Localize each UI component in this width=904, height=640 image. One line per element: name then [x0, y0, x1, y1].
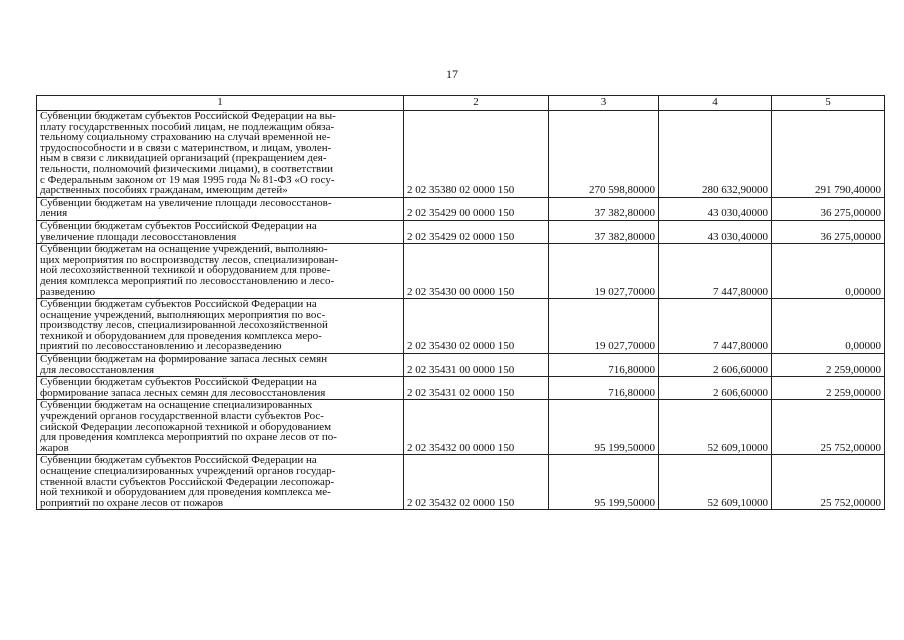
revenue-name-line: ной лесохозяйственной техникой и оборудованием для прове-	[40, 264, 331, 277]
revenue-name-line: дарственных пособиях гражданам, имеющим детей»	[40, 184, 288, 197]
revenue-name-line: Субвенции бюджетам на оснащение специализированных	[40, 399, 313, 412]
revenue-name-line: сийской Федерации лесопожарной техникой и оборудованием	[40, 420, 332, 433]
revenue-name-cell	[37, 354, 404, 377]
revenue-name-line: жаров	[40, 441, 69, 454]
budget-code-cell: 2 02 35431 00 0000 150	[404, 354, 549, 377]
revenue-name-line: Субвенции бюджетам субъектов Российской Федерации на вы-	[40, 110, 336, 122]
revenue-name-line: Субвенции бюджетам на оснащение учреждений, выполняю-	[40, 243, 328, 256]
revenue-name-line: производству лесов, специализированной лесохозяйственной	[40, 319, 328, 332]
revenue-name-line: Субвенции бюджетам на увеличение площади лесовосстанов-	[40, 196, 332, 209]
amount-col5-cell: 25 752,00000	[772, 455, 885, 510]
amount-col5-cell: 25 752,00000	[772, 400, 885, 455]
table-row	[37, 197, 885, 220]
amount-col4-cell: 7 447,80000	[659, 244, 772, 299]
revenue-name-line: техникой и оборудованием для проведения комплекса меро-	[40, 329, 322, 342]
revenue-name-line: разведению	[40, 285, 96, 298]
revenue-name-line: роприятий по охране лесов от пожаров	[40, 496, 224, 509]
revenue-name-line: с Федеральным законом от 19 мая 1995 года № 81-ФЗ «О госу-	[40, 173, 335, 186]
amount-col5-cell: 0,00000	[772, 244, 885, 299]
revenue-name-line: тельности, полномочий физическими лицами), в соответствии	[40, 162, 333, 175]
revenue-name-line: формирование запаса лесных семян для лесовосстановления	[40, 386, 326, 399]
column-header-4: 4	[659, 96, 772, 111]
revenue-name-cell	[37, 299, 404, 354]
table-row	[37, 400, 885, 455]
revenue-name-line: ления	[40, 207, 68, 220]
revenue-name-line: для лесовосстановления	[40, 363, 155, 376]
column-header-3: 3	[549, 96, 659, 111]
revenue-name-cell	[37, 220, 404, 243]
revenue-name-line: плату государственных пособий лицам, не подлежащим обяза-	[40, 120, 335, 133]
amount-col5-cell: 291 790,40000	[772, 111, 885, 198]
table-row	[37, 377, 885, 400]
revenue-name-line: учреждений органов государственной власти субъектов Рос-	[40, 410, 324, 423]
page-number: 17	[446, 67, 458, 81]
revenue-name-cell	[37, 400, 404, 455]
revenue-name-cell	[37, 377, 404, 400]
table-row	[37, 220, 885, 243]
revenue-name-line: приятий по лесовосстановлению и лесоразведению	[40, 340, 282, 353]
column-header-1: 1	[37, 96, 404, 111]
revenue-name-cell	[37, 197, 404, 220]
revenue-name-line: Субвенции бюджетам субъектов Российской Федерации на	[40, 298, 317, 311]
amount-col3-cell: 95 199,50000	[549, 455, 659, 510]
column-header-2: 2	[404, 96, 549, 111]
amount-col4-cell: 43 030,40000	[659, 220, 772, 243]
amount-col4-cell: 280 632,90000	[659, 111, 772, 198]
revenue-name-line: увеличение площади лесовосстановления	[40, 230, 237, 243]
amount-col5-cell: 36 275,00000	[772, 220, 885, 243]
amount-col3-cell: 19 027,70000	[549, 299, 659, 354]
amount-col5-cell: 2 259,00000	[772, 354, 885, 377]
amount-col4-cell: 43 030,40000	[659, 197, 772, 220]
amount-col4-cell: 7 447,80000	[659, 299, 772, 354]
revenue-name-cell	[37, 244, 404, 299]
revenue-name-cell	[37, 111, 404, 198]
budget-table	[36, 95, 885, 510]
amount-col3-cell: 270 598,80000	[549, 111, 659, 198]
amount-col3-cell: 95 199,50000	[549, 400, 659, 455]
table-row	[37, 455, 885, 510]
revenue-name-line: оснащение специализированных учреждений органов государ-	[40, 465, 336, 477]
amount-col4-cell: 52 609,10000	[659, 455, 772, 510]
amount-col4-cell: 2 606,60000	[659, 354, 772, 377]
revenue-name-line: Субвенции бюджетам субъектов Российской Федерации на	[40, 376, 317, 389]
revenue-name-line: Субвенции бюджетам на формирование запаса лесных семян	[40, 353, 328, 366]
table-body	[37, 111, 885, 510]
budget-code-cell: 2 02 35429 00 0000 150	[404, 197, 549, 220]
amount-col3-cell: 19 027,70000	[549, 244, 659, 299]
amount-col3-cell: 37 382,80000	[549, 220, 659, 243]
amount-col5-cell: 36 275,00000	[772, 197, 885, 220]
budget-code-cell: 2 02 35429 02 0000 150	[404, 220, 549, 243]
column-header-5: 5	[772, 96, 885, 111]
amount-col5-cell: 0,00000	[772, 299, 885, 354]
budget-code-cell: 2 02 35430 02 0000 150	[404, 299, 549, 354]
revenue-name-cell	[37, 455, 404, 510]
revenue-name-line: ственной власти субъектов Российской Федерации лесопожар-	[40, 475, 335, 488]
table-row	[37, 244, 885, 299]
budget-code-cell: 2 02 35432 02 0000 150	[404, 455, 549, 510]
revenue-name-line: щих мероприятия по воспроизводству лесов, специализирован-	[40, 253, 339, 266]
budget-code-cell: 2 02 35430 00 0000 150	[404, 244, 549, 299]
amount-col4-cell: 2 606,60000	[659, 377, 772, 400]
table-row	[37, 354, 885, 377]
table-row	[37, 299, 885, 354]
revenue-name-line: оснащение учреждений, выполняющих мероприятия по вос-	[40, 308, 326, 321]
budget-code-cell: 2 02 35432 00 0000 150	[404, 400, 549, 455]
header-row	[37, 96, 885, 111]
amount-col3-cell: 716,80000	[549, 377, 659, 400]
amount-col3-cell: 37 382,80000	[549, 197, 659, 220]
table-row	[37, 111, 885, 198]
budget-code-cell: 2 02 35431 02 0000 150	[404, 377, 549, 400]
revenue-name-line: трудоспособности и в связи с материнством, и лицам, уволен-	[40, 141, 332, 154]
revenue-name-line: тельному социальному страхованию на случай временной не-	[40, 131, 331, 144]
revenue-name-line: дения комплекса мероприятий по лесовосстановлению и лесо-	[40, 274, 335, 287]
revenue-name-line: Субвенции бюджетам субъектов Российской Федерации на	[40, 219, 317, 232]
budget-code-cell: 2 02 35380 02 0000 150	[404, 111, 549, 198]
revenue-name-line: ной техникой и оборудованием для проведения комплекса ме-	[40, 486, 331, 499]
revenue-name-line: для проведения комплекса мероприятий по охране лесов от по-	[40, 431, 337, 444]
amount-col3-cell: 716,80000	[549, 354, 659, 377]
revenue-name-line: Субвенции бюджетам субъектов Российской Федерации на	[40, 454, 317, 467]
amount-col5-cell: 2 259,00000	[772, 377, 885, 400]
revenue-name-line: ным в связи с ликвидацией организаций (прекращением дея-	[40, 152, 327, 165]
amount-col4-cell: 52 609,10000	[659, 400, 772, 455]
